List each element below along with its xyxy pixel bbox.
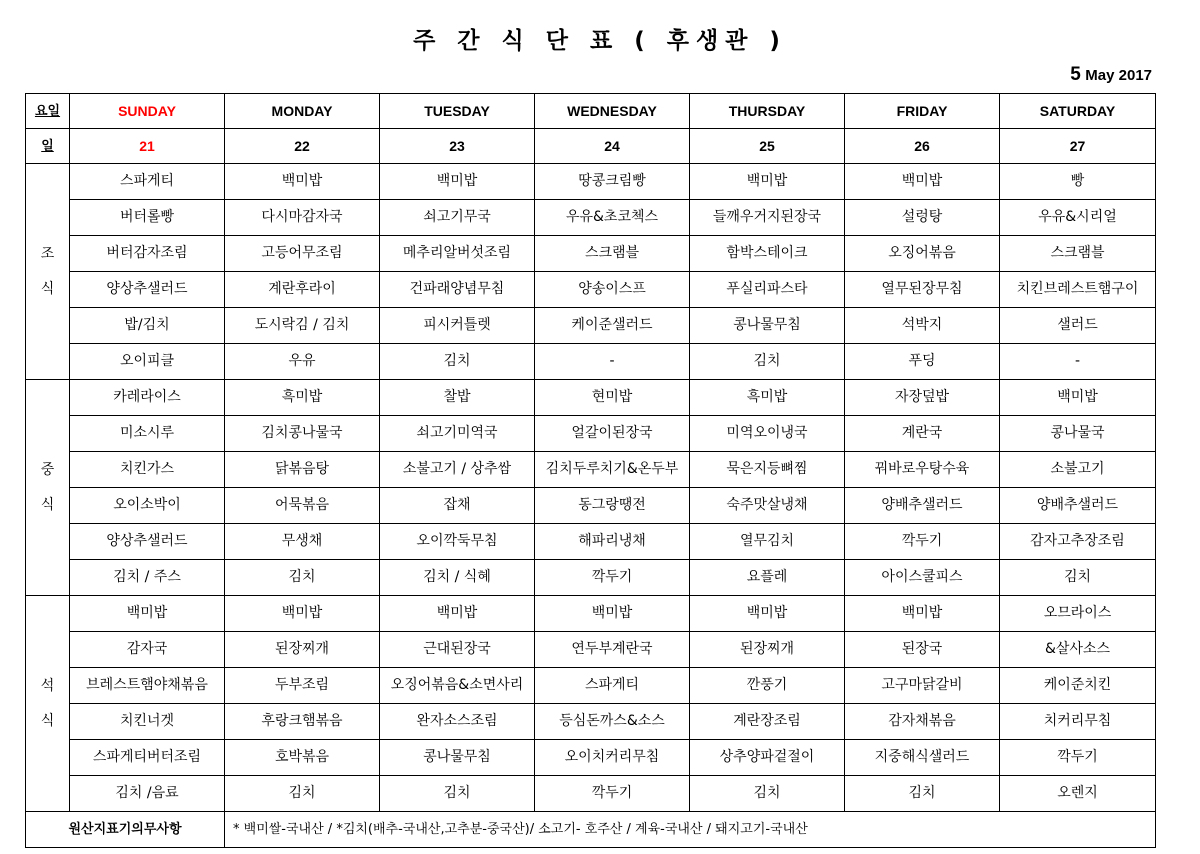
menu-cell: &살사소스: [1000, 632, 1156, 668]
menu-cell: 케이준치킨: [1000, 668, 1156, 704]
menu-cell: 소불고기 / 상추쌈: [380, 452, 535, 488]
menu-row: [26, 596, 1156, 632]
daynum-monday: 22: [225, 129, 380, 164]
menu-cell: 메추리알버섯조림: [380, 236, 535, 272]
menu-cell: 스파게티버터조림: [70, 740, 225, 776]
menu-row: [26, 668, 1156, 704]
dayname-saturday: SATURDAY: [1000, 94, 1156, 129]
menu-cell: 김치: [380, 776, 535, 812]
weekday-header-row: [26, 94, 1156, 129]
menu-cell: 현미밥: [535, 380, 690, 416]
menu-cell: 케이준샐러드: [535, 308, 690, 344]
menu-cell: 백미밥: [380, 596, 535, 632]
menu-row: [26, 272, 1156, 308]
dayname-wednesday: WEDNESDAY: [535, 94, 690, 129]
menu-cell: 치커리무침: [1000, 704, 1156, 740]
menu-cell: 김치: [225, 776, 380, 812]
menu-row: [26, 740, 1156, 776]
menu-cell: 치킨가스: [70, 452, 225, 488]
menu-cell: 오므라이스: [1000, 596, 1156, 632]
date-month-year: May 2017: [1085, 67, 1152, 84]
date-header-row: [26, 129, 1156, 164]
menu-cell: 두부조림: [225, 668, 380, 704]
menu-cell: 우유: [225, 344, 380, 380]
menu-date: [1070, 64, 1152, 86]
menu-cell: 해파리냉채: [535, 524, 690, 560]
menu-cell: 오징어볶음: [845, 236, 1000, 272]
menu-cell: 오이깍둑무침: [380, 524, 535, 560]
menu-cell: 브레스트햄야채볶음: [70, 668, 225, 704]
menu-cell: 스파게티: [535, 668, 690, 704]
menu-cell: 꿔바로우탕수육: [845, 452, 1000, 488]
menu-cell: 양배추샐러드: [845, 488, 1000, 524]
menu-cell: 깍두기: [1000, 740, 1156, 776]
menu-cell: 후랑크햄볶음: [225, 704, 380, 740]
meal-label: [26, 596, 70, 812]
menu-cell: 자장덮밥: [845, 380, 1000, 416]
menu-cell: 카레라이스: [70, 380, 225, 416]
menu-cell: 우유&초코첵스: [535, 200, 690, 236]
menu-cell: 들깨우거지된장국: [690, 200, 845, 236]
menu-cell: 어묵볶음: [225, 488, 380, 524]
menu-cell: 김치: [690, 776, 845, 812]
menu-cell: 스크램블: [1000, 236, 1156, 272]
menu-cell: 백미밥: [1000, 380, 1156, 416]
menu-cell: 콩나물무침: [380, 740, 535, 776]
menu-cell: 김치: [1000, 560, 1156, 596]
menu-row: [26, 308, 1156, 344]
menu-cell: 푸딩: [845, 344, 1000, 380]
menu-cell: 아이스쿨피스: [845, 560, 1000, 596]
menu-cell: 김치: [845, 776, 1000, 812]
menu-cell: 석박지: [845, 308, 1000, 344]
menu-cell: 연두부계란국: [535, 632, 690, 668]
menu-cell: 김치 /음료: [70, 776, 225, 812]
menu-cell: 깍두기: [845, 524, 1000, 560]
menu-row: [26, 704, 1156, 740]
menu-cell: 백미밥: [225, 596, 380, 632]
menu-row: [26, 236, 1156, 272]
meal-label: [26, 380, 70, 596]
menu-cell: 열무된장무침: [845, 272, 1000, 308]
meal-label-text: 석식: [40, 677, 55, 729]
menu-cell: 된장찌개: [225, 632, 380, 668]
menu-cell: 지중해식샐러드: [845, 740, 1000, 776]
page-title: 주 간 식 단 표 ( 후생관 ): [413, 28, 787, 54]
dayname-sunday: SUNDAY: [70, 94, 225, 129]
menu-row: [26, 488, 1156, 524]
menu-row: [26, 164, 1156, 200]
menu-cell: -: [1000, 344, 1156, 380]
menu-cell: 함박스테이크: [690, 236, 845, 272]
menu-cell: 찰밥: [380, 380, 535, 416]
menu-cell: 김치 / 식혜: [380, 560, 535, 596]
menu-cell: 오이소박이: [70, 488, 225, 524]
daynum-thursday: 25: [690, 129, 845, 164]
menu-cell: 깍두기: [535, 560, 690, 596]
weekly-menu-table: [25, 93, 1156, 848]
origin-notice-label: 원산지표기의무사항: [26, 812, 225, 848]
menu-cell: 빵: [1000, 164, 1156, 200]
dayname-friday: FRIDAY: [845, 94, 1000, 129]
menu-cell: 고등어무조림: [225, 236, 380, 272]
menu-row: [26, 524, 1156, 560]
menu-cell: 양상추샐러드: [70, 272, 225, 308]
menu-cell: 완자소스조림: [380, 704, 535, 740]
menu-cell: 근대된장국: [380, 632, 535, 668]
menu-row: [26, 416, 1156, 452]
menu-cell: 된장국: [845, 632, 1000, 668]
menu-cell: 계란후라이: [225, 272, 380, 308]
menu-cell: 백미밥: [225, 164, 380, 200]
menu-cell: 백미밥: [845, 164, 1000, 200]
menu-cell: 콩나물무침: [690, 308, 845, 344]
menu-cell: 푸실리파스타: [690, 272, 845, 308]
menu-cell: 상추양파겉절이: [690, 740, 845, 776]
date-label: 일: [26, 129, 70, 164]
daynum-sunday: 21: [70, 129, 225, 164]
menu-cell: 콩나물국: [1000, 416, 1156, 452]
dayname-thursday: THURSDAY: [690, 94, 845, 129]
menu-cell: 백미밥: [380, 164, 535, 200]
menu-cell: 샐러드: [1000, 308, 1156, 344]
menu-cell: 백미밥: [535, 596, 690, 632]
menu-row: [26, 200, 1156, 236]
menu-row: [26, 560, 1156, 596]
menu-cell: 백미밥: [690, 164, 845, 200]
menu-row: [26, 452, 1156, 488]
menu-cell: 김치 / 주스: [70, 560, 225, 596]
menu-cell: 동그랑땡전: [535, 488, 690, 524]
menu-cell: 쇠고기미역국: [380, 416, 535, 452]
menu-cell: 도시락김 / 김치: [225, 308, 380, 344]
daynum-tuesday: 23: [380, 129, 535, 164]
menu-cell: 김치: [225, 560, 380, 596]
menu-cell: 된장찌개: [690, 632, 845, 668]
menu-cell: 오징어볶음&소면사리: [380, 668, 535, 704]
meal-label: [26, 164, 70, 380]
menu-cell: 흑미밥: [690, 380, 845, 416]
menu-cell: 우유&시리얼: [1000, 200, 1156, 236]
menu-cell: 계란국: [845, 416, 1000, 452]
menu-cell: 닭볶음탕: [225, 452, 380, 488]
menu-row: [26, 344, 1156, 380]
menu-cell: 미역오이냉국: [690, 416, 845, 452]
menu-cell: 요플레: [690, 560, 845, 596]
menu-cell: 감자국: [70, 632, 225, 668]
menu-cell: 설렁탕: [845, 200, 1000, 236]
date-day: 5: [1070, 64, 1081, 85]
dayname-tuesday: TUESDAY: [380, 94, 535, 129]
origin-notice-text: * 백미쌀-국내산 / *김치(배추-국내산,고추분-중국산)/ 소고기- 호주산 / 계육-국내산 / 돼지고기-국내산: [225, 812, 1156, 848]
menu-cell: 백미밥: [690, 596, 845, 632]
menu-cell: 숙주맛살냉채: [690, 488, 845, 524]
menu-cell: 버터롤빵: [70, 200, 225, 236]
menu-cell: 소불고기: [1000, 452, 1156, 488]
menu-cell: 양송이스프: [535, 272, 690, 308]
menu-cell: 감자고추장조림: [1000, 524, 1156, 560]
menu-cell: 양배추샐러드: [1000, 488, 1156, 524]
menu-cell: 오렌지: [1000, 776, 1156, 812]
menu-cell: 김치두루치기&온두부: [535, 452, 690, 488]
menu-row: [26, 632, 1156, 668]
menu-cell: 스크램블: [535, 236, 690, 272]
menu-cell: 스파게티: [70, 164, 225, 200]
menu-cell: 피시커틀렛: [380, 308, 535, 344]
daynum-friday: 26: [845, 129, 1000, 164]
menu-cell: 건파래양념무침: [380, 272, 535, 308]
menu-cell: 오이피클: [70, 344, 225, 380]
meal-label-text: 중식: [40, 461, 55, 513]
menu-cell: 묵은지등뼈찜: [690, 452, 845, 488]
menu-cell: 열무김치: [690, 524, 845, 560]
menu-cell: 무생채: [225, 524, 380, 560]
menu-cell: 김치: [380, 344, 535, 380]
menu-cell: 미소시루: [70, 416, 225, 452]
menu-cell: 김치콩나물국: [225, 416, 380, 452]
origin-notice-row: [26, 812, 1156, 848]
menu-cell: -: [535, 344, 690, 380]
menu-cell: 치킨너겟: [70, 704, 225, 740]
weekday-label: 요일: [26, 94, 70, 129]
menu-cell: 깐풍기: [690, 668, 845, 704]
menu-cell: 김치: [690, 344, 845, 380]
menu-row: [26, 380, 1156, 416]
menu-cell: 오이치커리무침: [535, 740, 690, 776]
menu-cell: 감자채볶음: [845, 704, 1000, 740]
menu-cell: 버터감자조림: [70, 236, 225, 272]
menu-cell: 흑미밥: [225, 380, 380, 416]
menu-cell: 호박볶음: [225, 740, 380, 776]
daynum-wednesday: 24: [535, 129, 690, 164]
menu-cell: 등심돈까스&소스: [535, 704, 690, 740]
menu-cell: 깍두기: [535, 776, 690, 812]
menu-cell: 땅콩크림빵: [535, 164, 690, 200]
menu-cell: 치킨브레스트햄구이: [1000, 272, 1156, 308]
menu-cell: 고구마닭갈비: [845, 668, 1000, 704]
menu-cell: 다시마감자국: [225, 200, 380, 236]
menu-cell: 백미밥: [70, 596, 225, 632]
meal-label-text: 조식: [40, 245, 55, 297]
daynum-saturday: 27: [1000, 129, 1156, 164]
menu-cell: 쇠고기무국: [380, 200, 535, 236]
dayname-monday: MONDAY: [225, 94, 380, 129]
menu-cell: 백미밥: [845, 596, 1000, 632]
menu-cell: 얼갈이된장국: [535, 416, 690, 452]
menu-cell: 양상추샐러드: [70, 524, 225, 560]
menu-cell: 밥/김치: [70, 308, 225, 344]
menu-cell: 잡채: [380, 488, 535, 524]
menu-cell: 계란장조림: [690, 704, 845, 740]
menu-row: [26, 776, 1156, 812]
